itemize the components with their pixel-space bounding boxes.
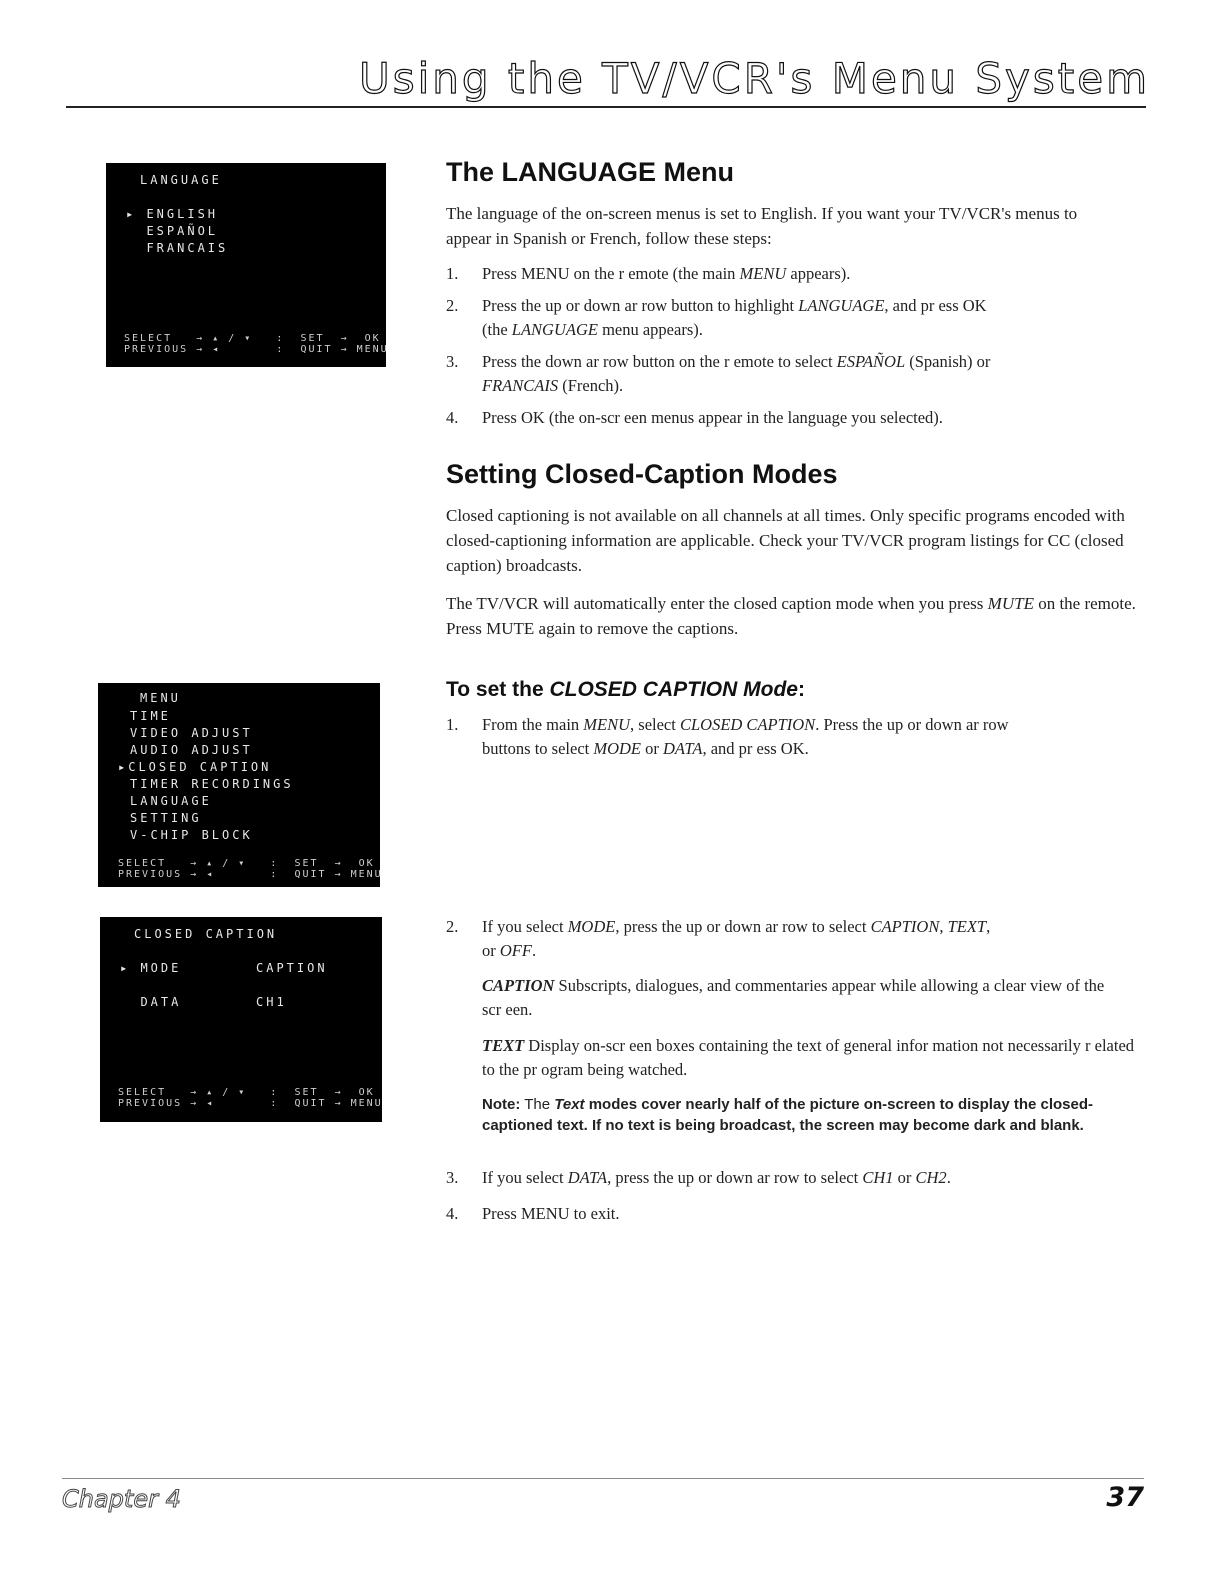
cc-paragraph-2 [446,591,1136,641]
step-text: . [946,1168,951,1187]
language-step-4 [446,406,1146,430]
screen-item: TIME [130,709,171,723]
step-menu-term: LANGUAGE [511,320,598,339]
language-heading: The LANGUAGE Menu [446,157,734,187]
step-text: , [986,917,991,936]
step-menu-term: FRANCAIS [482,376,559,395]
screen-item: AUDIO ADJUST [130,743,253,757]
mode-label: ▸ MODE [120,961,182,975]
screen-footer-line: PREVIOUS → ◂ : QUIT → MENU [124,344,389,355]
heading-term: CLOSED CAPTION Mode [549,678,798,701]
step-number: 4. [446,408,459,427]
step-menu-term: MENU [739,264,787,283]
step-menu-term: TEXT [947,917,987,936]
screen-title: MENU [140,691,181,705]
screen-footer-line: SELECT → ▴ / ▾ : SET → OK [118,858,375,869]
screen-title: LANGUAGE [140,173,222,187]
paragraph-text: The TV/VCR will automatically enter the closed caption mode when you press [446,594,988,613]
note-label: Note: [482,1096,521,1113]
step-text: , and pr ess OK. [702,739,809,758]
step-number: 3. [446,352,459,371]
screen-item: ▸ ENGLISH [126,207,219,221]
step-text: Press OK (the on-scr een menus appear in the language you selected). [482,408,943,427]
screen-item: V-CHIP BLOCK [130,828,253,842]
step-text: From the main [482,715,584,734]
data-value: CH1 [256,995,287,1009]
definition-text: Subscripts, dialogues, and commentaries appear while allowing a clear view of the scr een. [482,976,1105,1019]
step-text: Press MENU to exit. [482,1204,620,1223]
step-menu-term: DATA [663,739,703,758]
step-menu-term: CH1 [862,1168,894,1187]
language-step-2 [446,294,1146,342]
screen-item: VIDEO ADJUST [130,726,253,740]
screen-footer-line: PREVIOUS → ◂ : QUIT → MENU [118,869,383,880]
step-text: (Spanish) or [905,352,991,371]
step-text: Press MENU on the r emote (the main [482,264,740,283]
screen-item: FRANCAIS [126,241,229,255]
mute-term: MUTE [987,594,1034,613]
page-number: 37 [1106,1482,1144,1513]
step-number: 1. [446,715,459,734]
step-menu-term: LANGUAGE [798,296,885,315]
header-rule [66,106,1146,108]
step-menu-term: MODE [567,917,616,936]
set-cc-heading [446,678,805,702]
screen-footer-line: SELECT → ▴ / ▾ : SET → OK [124,333,381,344]
step-text: buttons to select [482,739,594,758]
note-text: modes cover nearly half of the picture on-screen to display the closed-captioned text. If no text is being broadcast, the screen may become dark and blank. [482,1096,1094,1134]
screen-item: SETTING [130,811,202,825]
screen-footer-line: PREVIOUS → ◂ : QUIT → MENU [118,1098,383,1109]
step-text: menu appears). [597,320,703,339]
step-text: or [482,941,500,960]
screen-item: TIMER RECORDINGS [130,777,294,791]
step-text: (French). [558,376,624,395]
mode-value: CAPTION [256,961,328,975]
step-menu-term: ESPAÑOL [836,352,906,371]
cc-step-2 [446,915,1156,963]
chapter-label: Chapter 4 [62,1485,181,1513]
closed-caption-heading: Setting Closed-Caption Modes [446,459,838,489]
screen-footer-line: SELECT → ▴ / ▾ : SET → OK [118,1087,375,1098]
step-text: Press the up or down ar row button to highlight [482,296,799,315]
step-text: or [893,1168,916,1187]
step-text: , [939,917,948,936]
language-intro: The language of the on-screen menus is set to English. If you want your TV/VCR's menus to appear in Spanish or French, follow these steps: [446,204,1078,248]
heading-text: : [797,678,805,701]
screen-item: ESPAÑOL [126,224,219,238]
closed-caption-screen [100,917,382,1122]
step-text: , and pr ess OK [884,296,987,315]
screen-item: LANGUAGE [130,794,212,808]
step-number: 4. [446,1204,459,1223]
cc-step-4 [446,1202,1156,1226]
step-text: or [641,739,664,758]
definition-term: TEXT [482,1036,525,1055]
footer-rule [62,1478,1144,1479]
language-step-3 [446,350,1146,398]
language-menu-screen [106,163,389,367]
screen-title: CLOSED CAPTION [134,927,278,941]
main-menu-screen [98,683,383,887]
step-menu-term: OFF [499,941,532,960]
step-menu-term: CLOSED CAPTION [679,715,816,734]
note-text: The [520,1096,555,1113]
step-number: 2. [446,296,459,315]
step-text: (the [482,320,512,339]
page-header-title: Using the TV/VCR's Menu System [358,54,1150,103]
language-step-1 [446,262,1146,286]
step-menu-term: MENU [583,715,631,734]
step-number: 3. [446,1168,459,1187]
step-text: appears). [786,264,851,283]
paragraph-text: on the remote. Press MUTE again to remove the captions. [446,594,1136,638]
definition-text: Display on-scr een boxes containing the text of general infor mation not necessarily r elated to the pr ogram being watched. [482,1036,1135,1079]
step-text: If you select [482,917,568,936]
step-text: . [531,941,537,960]
cc-step-1 [446,713,1156,761]
step-text: . Press the up or down ar row [815,715,1009,734]
step-menu-term: CAPTION [870,917,940,936]
step-text: If you select [482,1168,568,1187]
step-menu-term: MODE [593,739,642,758]
step-text: , press the up or down ar row to select [607,1168,863,1187]
heading-text: To set the [446,678,550,701]
caption-note [482,1094,1102,1136]
caption-definition [482,974,1122,1022]
step-text: , press the up or down ar row to select [615,917,871,936]
step-number: 1. [446,264,459,283]
step-number: 2. [446,917,459,936]
cc-step-3 [446,1166,1156,1190]
data-label: DATA [120,995,182,1009]
screen-item: ▸CLOSED CAPTION [118,760,272,774]
text-definition [482,1034,1142,1082]
step-menu-term: CH2 [915,1168,947,1187]
cc-paragraph-1: Closed captioning is not available on all channels at all times. Only specific programs encoded with closed-captioning information are applicable. Check your TV/VCR program listings for CC (closed caption) broadcasts. [446,506,1125,575]
step-text: Press the down ar row button on the r emote to select [482,352,837,371]
note-term: Text [554,1096,585,1113]
definition-term: CAPTION [482,976,555,995]
step-menu-term: DATA [567,1168,608,1187]
step-text: , select [630,715,680,734]
